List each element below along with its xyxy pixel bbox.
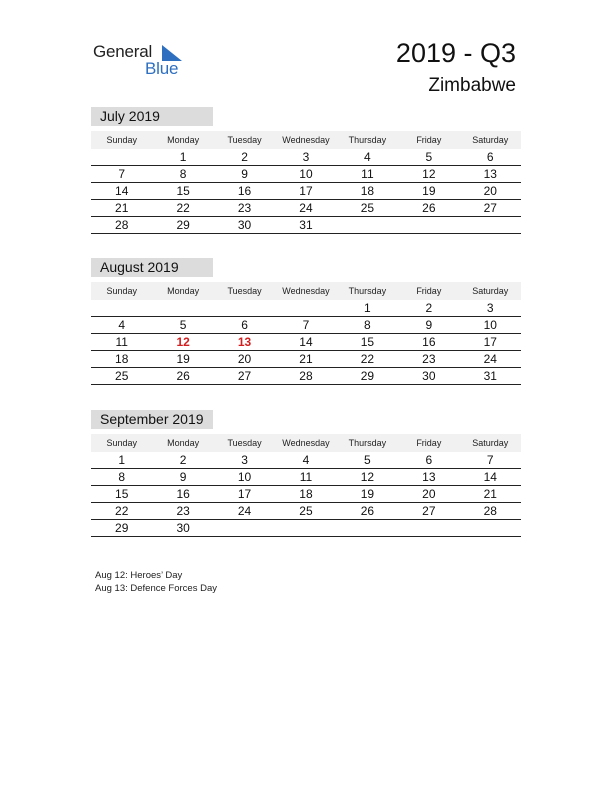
month-title: August 2019 (91, 258, 213, 277)
day-cell: 29 (176, 218, 190, 232)
day-cell: 6 (425, 453, 433, 467)
day-cell: 18 (299, 487, 313, 501)
month-calendar (91, 410, 521, 537)
day-cell: 14 (299, 335, 313, 349)
day-cell: 2 (425, 301, 433, 315)
weekday-label: Friday (416, 438, 442, 448)
day-cell: 3 (486, 301, 494, 315)
weekday-label: Monday (167, 286, 200, 296)
day-cell: 12 (360, 470, 375, 484)
day-cell: 1 (179, 150, 187, 164)
day-cell: 23 (176, 504, 190, 518)
day-cell: 15 (176, 184, 190, 198)
day-cell: 4 (364, 150, 371, 164)
day-cell: 24 (483, 352, 497, 366)
day-cell (275, 520, 336, 536)
day-cell: 13 (422, 470, 436, 484)
day-cell: 11 (299, 470, 313, 484)
weekday-label: Sunday (106, 135, 137, 145)
day-cell: 5 (425, 150, 433, 164)
day-cell: 15 (115, 487, 129, 501)
day-cell: 21 (115, 201, 129, 215)
day-cell: 9 (425, 318, 433, 332)
day-cell: 27 (237, 369, 252, 383)
day-cell: 20 (237, 352, 252, 366)
weekday-label: Sunday (106, 286, 137, 296)
day-cell: 17 (237, 487, 252, 501)
day-cell-holiday: 13 (237, 335, 252, 349)
day-cell: 18 (360, 184, 375, 198)
day-cell: 30 (237, 218, 252, 232)
day-cell: 19 (360, 487, 375, 501)
day-cell: 26 (422, 201, 436, 215)
week-row (91, 469, 521, 486)
week-row (91, 200, 521, 217)
day-cell: 4 (118, 318, 126, 332)
day-cell: 30 (176, 521, 190, 535)
day-cell: 8 (179, 167, 187, 181)
day-cell: 5 (364, 453, 371, 467)
day-cell: 25 (360, 201, 375, 215)
day-cell: 13 (483, 167, 497, 181)
day-cell: 4 (302, 453, 310, 467)
day-cell: 14 (115, 184, 129, 198)
weekday-label: Wednesday (282, 438, 330, 448)
month-title: July 2019 (91, 107, 213, 126)
month-calendar (91, 258, 521, 385)
day-cell: 2 (179, 453, 187, 467)
day-cell: 2 (241, 150, 248, 164)
day-cell (337, 217, 398, 233)
day-cell (91, 149, 152, 165)
day-cell: 7 (486, 453, 494, 467)
day-cell: 28 (115, 218, 129, 232)
week-row (91, 351, 521, 368)
week-row (91, 217, 521, 233)
day-cell: 29 (115, 521, 129, 535)
day-cell: 31 (299, 218, 313, 232)
week-row (91, 334, 521, 351)
week-row (91, 183, 521, 200)
weekday-label: Monday (167, 438, 200, 448)
day-cell: 31 (483, 369, 497, 383)
day-cell: 30 (422, 369, 436, 383)
day-cell: 16 (176, 487, 190, 501)
day-cell: 22 (360, 352, 375, 366)
day-cell (91, 300, 152, 316)
month-calendar (91, 107, 521, 234)
day-cell: 23 (237, 201, 252, 215)
week-row (91, 149, 521, 166)
day-cell (398, 520, 459, 536)
week-row (91, 300, 521, 317)
month-bottom-rule (91, 536, 521, 537)
day-cell: 21 (299, 352, 313, 366)
day-cell: 1 (118, 453, 126, 467)
logo-text-general: General (93, 42, 153, 61)
day-cell: 15 (360, 335, 375, 349)
day-cell: 11 (115, 335, 128, 349)
day-cell (460, 520, 521, 536)
weekday-header-row (91, 131, 521, 149)
week-row (91, 503, 521, 520)
day-cell: 25 (115, 369, 129, 383)
day-cell: 25 (299, 504, 313, 518)
logo-text-blue: Blue (145, 59, 179, 78)
day-cell: 20 (483, 184, 497, 198)
day-cell: 22 (176, 201, 190, 215)
day-cell: 26 (360, 504, 375, 518)
weekday-header-row (91, 434, 521, 452)
day-cell: 16 (422, 335, 436, 349)
day-cell (275, 300, 336, 316)
day-cell: 19 (422, 184, 436, 198)
weekday-label: Tuesday (227, 438, 262, 448)
weekday-label: Thursday (348, 286, 387, 296)
logo (93, 42, 193, 78)
day-cell-holiday: 12 (176, 335, 190, 349)
day-cell: 22 (115, 504, 129, 518)
day-cell: 6 (241, 318, 248, 332)
day-cell: 6 (486, 150, 494, 164)
day-cell: 21 (483, 487, 497, 501)
weekday-label: Wednesday (282, 135, 330, 145)
weekday-label: Saturday (472, 135, 509, 145)
day-cell: 23 (422, 352, 436, 366)
week-row (91, 317, 521, 334)
day-cell: 29 (360, 369, 375, 383)
day-cell (214, 520, 275, 536)
day-cell (152, 300, 213, 316)
day-cell: 18 (115, 352, 129, 366)
month-title: September 2019 (91, 410, 213, 429)
day-cell: 9 (241, 167, 248, 181)
day-cell: 14 (483, 470, 497, 484)
day-cell: 3 (241, 453, 248, 467)
day-cell: 12 (422, 167, 436, 181)
day-cell: 24 (237, 504, 252, 518)
day-cell: 1 (364, 301, 371, 315)
holiday-notes (95, 569, 217, 595)
day-cell (460, 217, 521, 233)
weekday-label: Thursday (348, 438, 387, 448)
day-cell: 8 (364, 318, 371, 332)
weekday-label: Saturday (472, 438, 509, 448)
day-cell: 17 (299, 184, 313, 198)
day-cell (214, 300, 275, 316)
holiday-note: Aug 12: Heroes’ Day (95, 570, 183, 581)
weekday-label: Sunday (106, 438, 137, 448)
day-cell: 7 (118, 167, 126, 181)
day-cell: 20 (422, 487, 436, 501)
month-bottom-rule (91, 233, 521, 234)
day-cell: 17 (483, 335, 497, 349)
week-row (91, 166, 521, 183)
day-cell: 19 (176, 352, 190, 366)
day-cell: 8 (118, 470, 126, 484)
month-bottom-rule (91, 384, 521, 385)
country-name: Zimbabwe (428, 75, 516, 96)
weekday-header-row (91, 282, 521, 300)
quarter-title: 2019 - Q3 (395, 38, 516, 68)
day-cell: 11 (361, 167, 374, 181)
day-cell: 28 (299, 369, 313, 383)
day-cell: 9 (179, 470, 187, 484)
week-row (91, 368, 521, 384)
day-cell: 28 (483, 504, 497, 518)
weekday-label: Monday (167, 135, 200, 145)
day-cell (337, 520, 398, 536)
day-cell: 10 (299, 167, 313, 181)
weekday-label: Saturday (472, 286, 509, 296)
day-cell: 24 (299, 201, 313, 215)
day-cell: 16 (237, 184, 252, 198)
day-cell: 5 (179, 318, 187, 332)
weekday-label: Tuesday (227, 135, 262, 145)
day-cell: 27 (483, 201, 497, 215)
weekday-label: Friday (416, 286, 442, 296)
weekday-label: Friday (416, 135, 442, 145)
weekday-label: Tuesday (227, 286, 262, 296)
day-cell: 3 (302, 150, 310, 164)
day-cell: 10 (237, 470, 252, 484)
day-cell: 26 (176, 369, 190, 383)
weekday-label: Wednesday (282, 286, 330, 296)
week-row (91, 486, 521, 503)
holiday-note: Aug 13: Defence Forces Day (95, 583, 217, 594)
day-cell: 10 (483, 318, 497, 332)
weekday-label: Thursday (348, 135, 387, 145)
week-row (91, 452, 521, 469)
week-row (91, 520, 521, 536)
day-cell (398, 217, 459, 233)
day-cell: 7 (302, 318, 310, 332)
day-cell: 27 (422, 504, 436, 518)
